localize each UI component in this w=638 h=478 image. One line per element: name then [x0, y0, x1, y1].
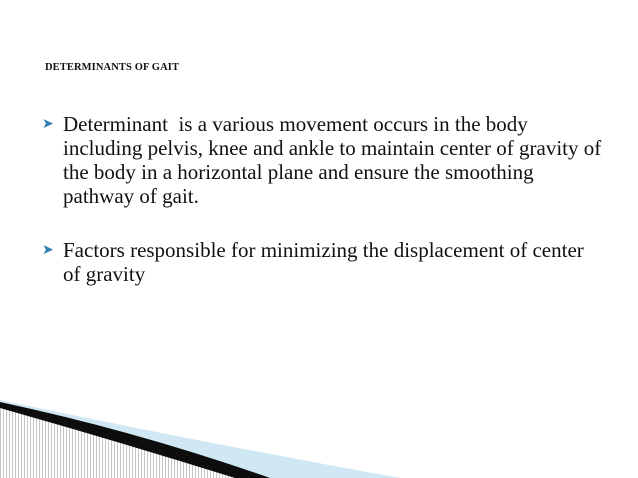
bullet-text: Determinant is a various movement occurs in the body including pelvis, knee and ankle to maintain center of gravity of the body in a horizontal plane and ensure the smoothing pathway of gait.	[63, 112, 607, 208]
arrow-bullet-icon: ➤	[42, 117, 54, 132]
slide-title: DETERMINANTS OF GAIT	[45, 62, 180, 73]
arrow-bullet-icon: ➤	[42, 243, 54, 258]
bullet-text: Factors responsible for minimizing the displacement of center of gravity	[63, 238, 584, 286]
